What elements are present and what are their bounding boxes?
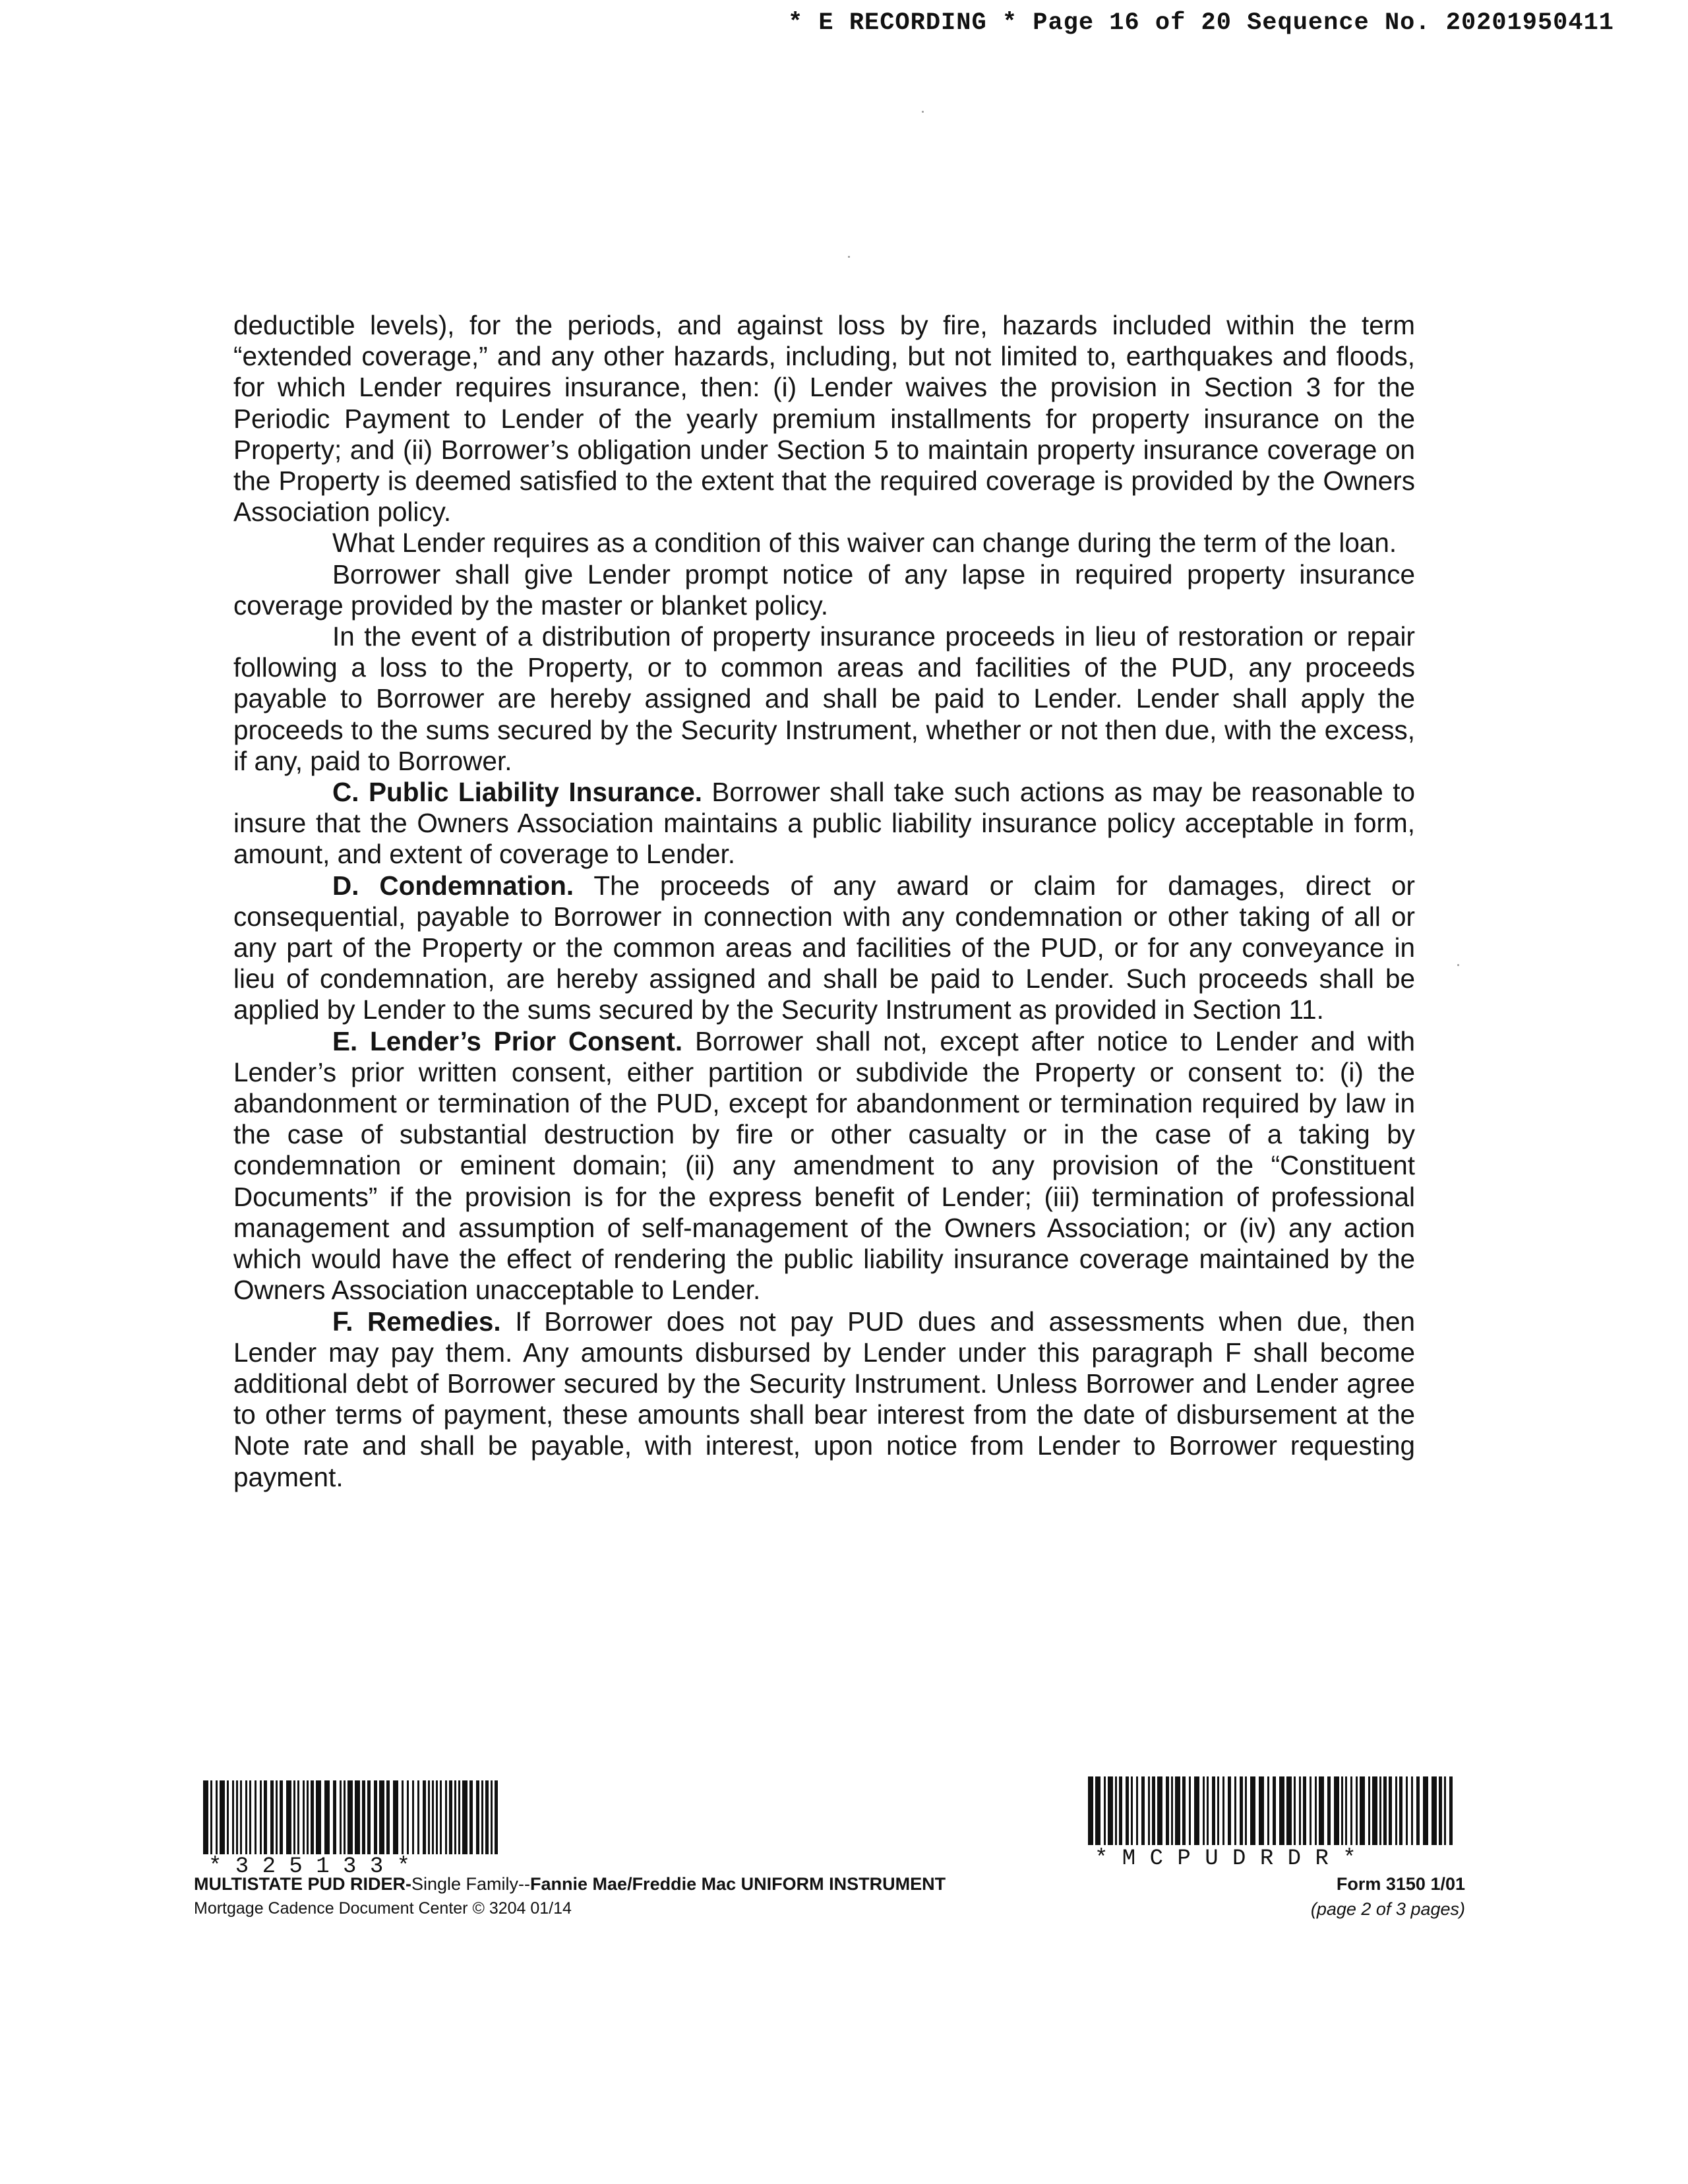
barcode-right-text: * M C P U D R D R * <box>1095 1846 1357 1871</box>
barcode-bar <box>1171 1776 1173 1845</box>
barcode-bar <box>1095 1776 1100 1845</box>
barcode-bar <box>1439 1776 1442 1845</box>
barcode-bar <box>270 1780 274 1854</box>
barcode-bar <box>393 1780 398 1854</box>
paragraph-lapse-notice <box>233 559 1415 621</box>
barcode-bar <box>449 1780 452 1854</box>
barcode-bar <box>249 1780 251 1854</box>
barcode-bar <box>1368 1776 1370 1845</box>
paragraph-text: deductible levels), for the periods, and against loss by fire, hazards included within the term “extended coverage,” and any other hazards, including, but not limited to, earthquakes and floods, for which Lender requires insurance, then: (i) Lender waives the provision in Section 3 for the Periodic Payment to Lender of the yearly premium installments for property insurance on the Property; and (ii) Borrower’s obligation under Section 5 to maintain property insurance coverage on the Property is deemed satisfied to the extent that the required coverage is provided by the Owners Association policy. <box>233 310 1415 528</box>
paragraph-text: Borrower shall give Lender prompt notice of any lapse in required property insurance coverage provided by the master or blanket policy. <box>233 559 1415 621</box>
barcode-bar <box>436 1780 438 1854</box>
recording-header: * E RECORDING * Page 16 of 20 Sequence No. 20201950411 <box>788 9 1614 37</box>
barcode-bar <box>1194 1776 1199 1845</box>
section-heading: C. Public Liability Insurance. <box>332 777 702 808</box>
barcode-bar <box>1399 1776 1402 1845</box>
barcode-bar <box>374 1780 377 1854</box>
barcode-bar <box>1250 1776 1255 1845</box>
barcode-bar <box>1108 1776 1113 1845</box>
paragraph-text: Borrower shall not, except after notice to Lender and with Lender’s prior written consent, either partition or subdivide the Property or consent to: (i) the abandonment or termination of the PUD, except for abandonment or termination required by law in the case of substantial destruction by fire or other casualty or in the case of a taking by condemnation or eminent domain; (ii) any amendment to any provision of the “Constituent Documents” if the provision is for the express benefit of Lender; (iii) termination of professional management and assumption of self-management of the Owners Association; or (iv) any action which would have the effect of rendering the public liability insurance coverage maintained by the Owners Association unacceptable to Lender. <box>233 1025 1415 1306</box>
barcode-bar <box>476 1780 479 1854</box>
barcode-bar <box>1212 1776 1215 1845</box>
barcode-bar <box>1379 1776 1381 1845</box>
section-f-remedies <box>233 1306 1415 1493</box>
section-heading: F. Remedies. <box>332 1306 501 1337</box>
barcode-bar <box>1088 1776 1093 1845</box>
barcode-bar <box>1157 1776 1162 1845</box>
paragraph-text: Borrower shall take such actions as may be reasonable to insure that the Owners Association maintains a public liability insurance policy acceptable in form, amount, and extent of coverage to Lender. <box>233 777 1415 870</box>
barcode-bar <box>1350 1776 1352 1845</box>
barcode-bar <box>1240 1776 1243 1845</box>
barcode-bar <box>307 1780 309 1854</box>
barcode-bar <box>1131 1776 1133 1845</box>
barcode-bar <box>1356 1776 1358 1845</box>
barcode-bar <box>1299 1776 1301 1845</box>
barcode-bar <box>210 1780 212 1854</box>
barcode-bar <box>297 1780 299 1854</box>
barcode-bar <box>1334 1776 1339 1845</box>
barcode-bar <box>491 1780 493 1854</box>
barcode-bar <box>1119 1776 1122 1845</box>
section-e-prior-consent <box>233 1026 1415 1306</box>
scan-speck <box>848 256 850 258</box>
barcode-bar <box>1360 1776 1365 1845</box>
barcode-bar <box>386 1780 390 1854</box>
barcode-bar <box>1341 1776 1343 1845</box>
barcode-bar <box>1148 1776 1150 1845</box>
barcode-bar <box>276 1780 278 1854</box>
barcode-bar <box>232 1780 234 1854</box>
barcode-bar <box>440 1780 442 1854</box>
barcode-bar <box>344 1780 346 1854</box>
barcode-bar <box>203 1780 208 1854</box>
barcode-bar <box>1259 1776 1264 1845</box>
barcode-bar <box>347 1780 353 1854</box>
form-title-part: MULTISTATE PUD RIDER- <box>194 1874 411 1894</box>
barcode-bar <box>402 1780 404 1854</box>
barcode-bar <box>1345 1776 1347 1845</box>
barcode-bar <box>1444 1776 1446 1845</box>
barcode-bar <box>367 1780 371 1854</box>
barcode-bar <box>1136 1776 1138 1845</box>
barcode-bar <box>240 1780 242 1854</box>
barcode-bar <box>1286 1776 1292 1845</box>
barcode-bar <box>1217 1776 1219 1845</box>
barcode-bar <box>311 1780 314 1854</box>
form-title-part: Fannie Mae/Freddie Mac UNIFORM INSTRUMENT <box>530 1874 946 1894</box>
barcode-bar <box>412 1780 414 1854</box>
barcode-bar <box>1406 1776 1408 1845</box>
paragraph-waiver-change <box>233 528 1415 559</box>
document-barcode-left <box>202 1780 500 1866</box>
barcode-bar <box>1372 1776 1377 1845</box>
barcode-bar <box>1423 1776 1428 1845</box>
barcode-bar <box>1315 1776 1317 1845</box>
paragraph-text: In the event of a distribution of property insurance proceeds in lieu of restoration or repair following a loss to the Property, or to common areas and facilities of the PUD, any proceeds payable to Borrower are hereby assigned and shall be paid to Lender. Lender shall apply the proceeds to the sums secured by the Security Instrument, whether or not then due, with the excess, if any, paid to Borrower. <box>233 621 1415 776</box>
barcode-bar <box>264 1780 267 1854</box>
barcode-bar <box>1319 1776 1324 1845</box>
barcode-bar <box>333 1780 336 1854</box>
barcode-bar <box>1222 1776 1224 1845</box>
barcode-bar <box>293 1780 295 1854</box>
barcode-bar <box>458 1780 460 1854</box>
barcode-bar <box>462 1780 467 1854</box>
barcode-bar <box>1273 1776 1276 1845</box>
barcode-bar <box>340 1780 342 1854</box>
barcode-bar <box>286 1780 291 1854</box>
barcode-bar <box>495 1780 498 1854</box>
barcode-bar <box>454 1780 456 1854</box>
barcode-bar <box>1141 1776 1145 1845</box>
vendor-line: Mortgage Cadence Document Center © 3204 01/14 <box>194 1899 572 1918</box>
scan-speck <box>922 111 924 113</box>
barcode-left-bars <box>202 1780 500 1866</box>
barcode-bar <box>379 1780 384 1854</box>
barcode-bar <box>445 1780 447 1854</box>
form-number: Form 3150 1/01 <box>1336 1874 1465 1894</box>
barcode-bar <box>469 1780 473 1854</box>
section-c-public-liability <box>233 777 1415 870</box>
barcode-bar <box>428 1780 430 1854</box>
barcode-bar <box>1189 1776 1191 1845</box>
barcode-bar <box>1389 1776 1392 1845</box>
barcode-bar <box>260 1780 262 1854</box>
barcode-bar <box>1303 1776 1306 1845</box>
paragraph-text: If Borrower does not pay PUD dues and assessments when due, then Lender may pay them. Any amounts disbursed by Lender under this paragraph F shall become additional debt of Borrower secured by the Security Instrument. Unless Borrower and Lender agree to other terms of payment, these amounts shall bear interest from the date of disbursement at the Note rate and shall be payable, with interest, upon notice from Lender to Borrower requesting payment. <box>233 1306 1415 1492</box>
barcode-bar <box>1310 1776 1311 1845</box>
paragraph-insurance-waiver <box>233 310 1415 528</box>
barcode-bar <box>417 1780 419 1854</box>
barcode-bar <box>1416 1776 1420 1845</box>
barcode-bar <box>1411 1776 1413 1845</box>
barcode-bar <box>355 1780 360 1854</box>
barcode-bar <box>407 1780 409 1854</box>
paragraph-text: The proceeds of any award or claim for damages, direct or consequential, payable to Borrower in connection with any condemnation or other taking of all or any part of the Property or the common areas and facilities of the PUD, or for any conveyance in lieu of condemnation, are hereby assigned and shall be paid to Lender. Such proceeds shall be applied by Lender to the sums secured by the Security Instrument as provided in Section 11. <box>233 870 1415 1025</box>
barcode-bar <box>1279 1776 1284 1845</box>
form-title <box>194 1874 946 1895</box>
barcode-bar <box>1294 1776 1296 1845</box>
barcode-bar <box>1383 1776 1387 1845</box>
rider-body-text <box>233 310 1415 1493</box>
barcode-bar <box>1432 1776 1437 1845</box>
paragraph-text: What Lender requires as a condition of this waiver can change during the term of the loan. <box>332 528 1397 559</box>
barcode-bar <box>324 1780 330 1854</box>
barcode-right-bars <box>1087 1776 1456 1856</box>
barcode-bar <box>303 1780 305 1854</box>
barcode-bar <box>227 1780 229 1854</box>
barcode-bar <box>1234 1776 1236 1845</box>
section-d-condemnation <box>233 870 1415 1026</box>
barcode-bar <box>1175 1776 1180 1845</box>
barcode-bar <box>423 1780 426 1854</box>
barcode-bar <box>481 1780 483 1854</box>
barcode-bar <box>1327 1776 1331 1845</box>
barcode-bar <box>1245 1776 1247 1845</box>
barcode-bar <box>1395 1776 1397 1845</box>
barcode-bar <box>485 1780 489 1854</box>
barcode-bar <box>1166 1776 1169 1845</box>
barcode-bar <box>1267 1776 1269 1845</box>
page-info: (page 2 of 3 pages) <box>1310 1899 1465 1919</box>
barcode-bar <box>362 1780 365 1854</box>
barcode-bar <box>1126 1776 1129 1845</box>
barcode-bar <box>245 1780 247 1854</box>
scan-speck <box>1457 964 1459 966</box>
barcode-bar <box>255 1780 256 1854</box>
barcode-bar <box>1104 1776 1106 1845</box>
barcode-bar <box>316 1780 321 1854</box>
barcode-bar <box>1207 1776 1209 1845</box>
barcode-bar <box>1203 1776 1205 1845</box>
paragraph-proceeds-distribution <box>233 621 1415 777</box>
form-title-part: Single Family-- <box>411 1874 531 1894</box>
barcode-bar <box>220 1780 225 1854</box>
barcode-bar <box>236 1780 238 1854</box>
barcode-bar <box>1115 1776 1117 1845</box>
barcode-bar <box>432 1780 434 1854</box>
barcode-bar <box>1228 1776 1231 1845</box>
section-heading: E. Lender’s Prior Consent. <box>332 1025 683 1056</box>
barcode-bar <box>1182 1776 1186 1845</box>
barcode-bar <box>1152 1776 1155 1845</box>
barcode-bar <box>216 1780 218 1854</box>
barcode-bar <box>280 1780 283 1854</box>
section-heading: D. Condemnation. <box>332 870 574 901</box>
barcode-bar <box>1449 1776 1453 1845</box>
barcode-left-text: * 3 2 5 1 3 3 * <box>208 1854 411 1879</box>
